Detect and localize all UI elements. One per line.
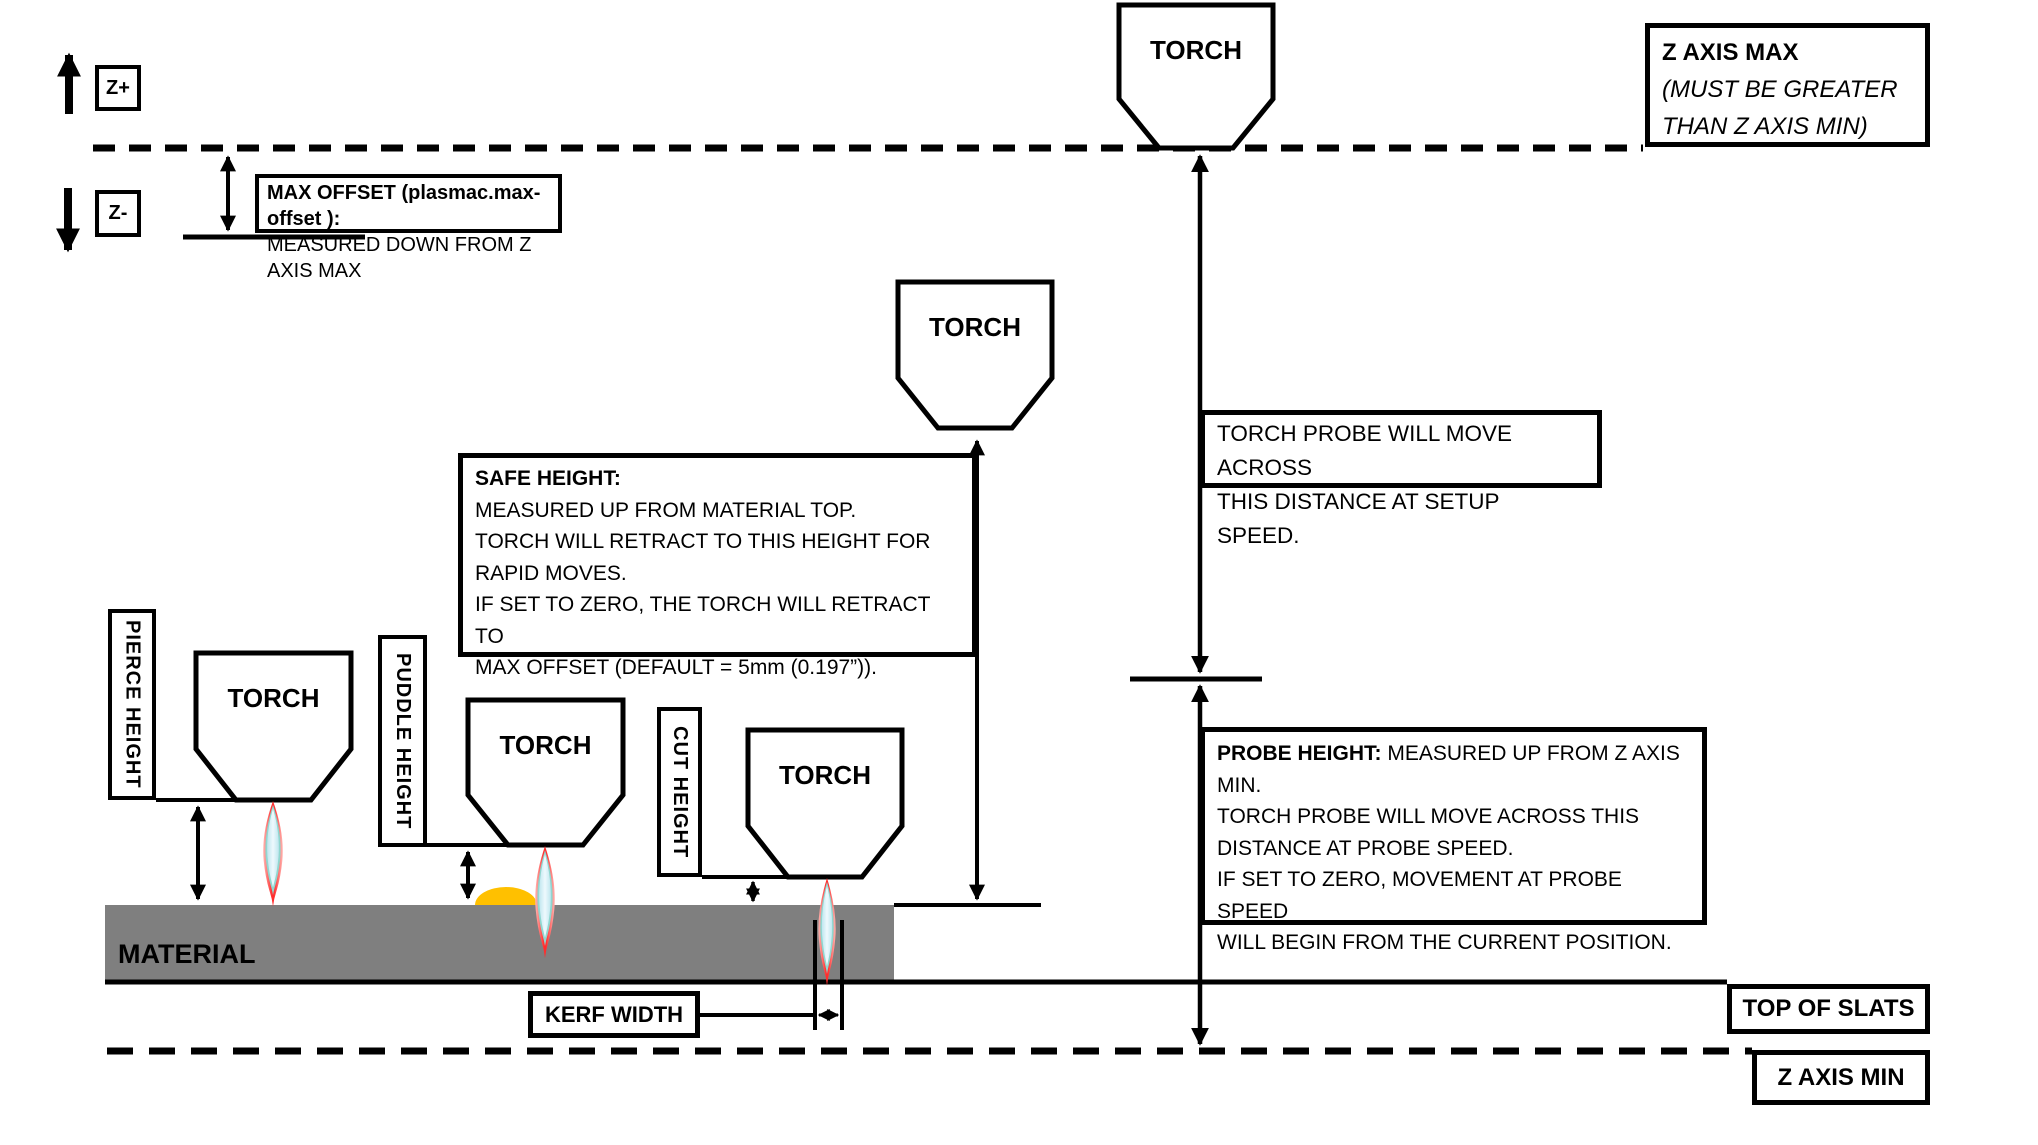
max-offset-note-box — [255, 174, 562, 282]
puddle-height-label: PUDDLE HEIGHT — [392, 652, 414, 830]
cut-height-label: CUT HEIGHT — [669, 725, 691, 859]
safe-height-line2: TORCH WILL RETRACT TO THIS HEIGHT FOR — [475, 530, 931, 553]
top-of-slats-label: TOP OF SLATS — [1742, 995, 1915, 1022]
material-label: MATERIAL — [118, 938, 256, 969]
probe-height-note-box — [1200, 727, 1707, 954]
probe-height-line6: WILL BEGIN FROM THE CURRENT POSITION. — [1217, 931, 1672, 954]
max-offset-line2: MEASURED DOWN FROM Z AXIS MAX — [267, 234, 532, 282]
probe-height-line3: TORCH PROBE WILL MOVE ACROSS THIS — [1217, 805, 1640, 828]
safe-height-title: SAFE HEIGHT: — [475, 467, 621, 490]
safe-height-note-box — [458, 453, 977, 679]
plasma-flame-pierce — [263, 801, 283, 907]
torch-at-safe-height — [898, 282, 1052, 428]
setup-speed-note-box — [1200, 410, 1602, 548]
z-axis-max-note-1: (MUST BE GREATER — [1662, 76, 1898, 103]
torch-label-safe: TORCH — [929, 311, 1021, 342]
z-axis-max-title: Z AXIS MAX — [1662, 39, 1799, 66]
max-offset-title: MAX OFFSET (plasmac.max-offset ): — [267, 182, 541, 230]
torch-at-puddle-height — [468, 700, 623, 845]
probe-height-line1 — [1217, 738, 1690, 770]
cut-height-label-box — [657, 707, 702, 877]
z-minus-label: Z- — [108, 202, 128, 224]
pierce-height-label: PIERCE HEIGHT — [121, 620, 144, 789]
safe-height-line5: MAX OFFSET (DEFAULT = 5mm (0.197”)). — [475, 656, 877, 679]
kerf-width-label-box — [528, 991, 700, 1038]
probe-height-title: PROBE HEIGHT: — [1217, 742, 1382, 765]
setup-speed-line2: THIS DISTANCE AT SETUP SPEED. — [1217, 489, 1500, 548]
torch-label-cut: TORCH — [779, 759, 871, 790]
probe-height-line5: IF SET TO ZERO, MOVEMENT AT PROBE SPEED — [1217, 868, 1622, 923]
torch-at-pierce-height — [196, 653, 351, 800]
puddle-height-label-box — [378, 635, 427, 847]
z-axis-min-label-box — [1752, 1050, 1930, 1105]
kerf-width-label: KERF WIDTH — [544, 1001, 684, 1027]
z-axis-max-box — [1645, 23, 1930, 147]
torch-at-z-axis-max — [1119, 5, 1273, 148]
probe-height-line4: DISTANCE AT PROBE SPEED. — [1217, 836, 1514, 860]
pierce-height-label-box — [108, 609, 156, 800]
safe-height-line3: RAPID MOVES. — [475, 561, 627, 585]
safe-height-line4: IF SET TO ZERO, THE TORCH WILL RETRACT TO — [475, 593, 931, 648]
molten-puddle — [475, 887, 537, 905]
torch-label-pierce: TORCH — [227, 682, 320, 713]
material-slab — [105, 905, 894, 982]
torch-label-top: TORCH — [1150, 34, 1242, 65]
z-axis-min-label: Z AXIS MIN — [1777, 1063, 1905, 1091]
setup-speed-line1: TORCH PROBE WILL MOVE ACROSS — [1217, 421, 1513, 480]
safe-height-line1: MEASURED UP FROM MATERIAL TOP. — [475, 498, 857, 522]
torch-label-puddle: TORCH — [499, 729, 592, 760]
torch-at-cut-height — [748, 730, 902, 877]
probe-height-line1-rest: MEASURED UP FROM Z AXIS — [1381, 742, 1680, 765]
z-axis-max-note-2: THAN Z AXIS MIN) — [1662, 113, 1868, 140]
z-plus-label-box — [95, 65, 141, 111]
probe-height-line2: MIN. — [1217, 773, 1262, 797]
z-minus-label-box — [95, 190, 141, 237]
z-plus-label: Z+ — [106, 76, 130, 99]
top-of-slats-label-box — [1727, 984, 1930, 1034]
